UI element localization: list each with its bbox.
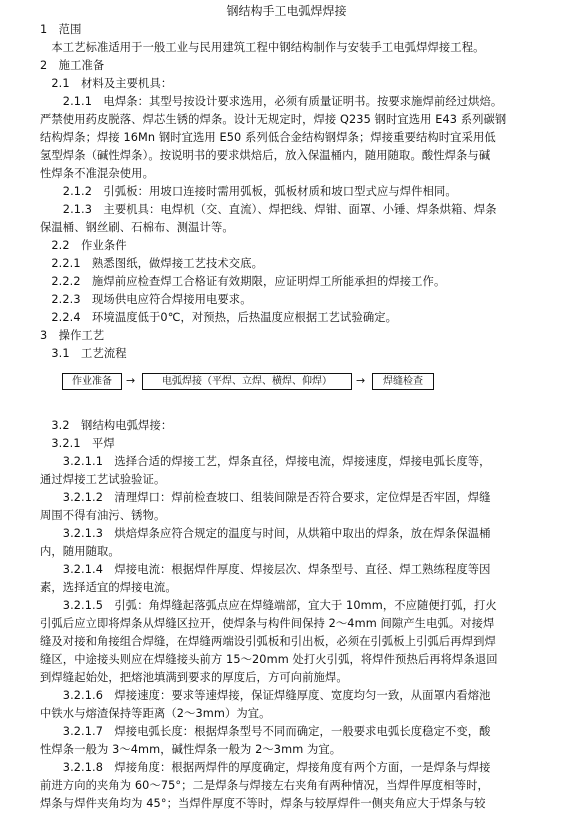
text-line: 性焊条不准混杂使用。 [40, 167, 154, 180]
text-line: 2.1.3 主要机具：电焊机（交、直流）、焊把线、焊钳、面罩、小锤、焊条烘箱、焊条 [40, 203, 497, 216]
text-line: 2.2 作业条件 [40, 239, 127, 252]
text-line: 3.2.1.8 焊接角度：根据两焊件的厚度确定，焊接角度有两个方面，一是焊条与焊接 [40, 761, 491, 774]
text-line: 2.2.4 环境温度低于0℃，对预热，后热温度应根据工艺试验确定。 [40, 311, 398, 324]
text-line: 严禁使用药皮脱落、焊芯生锈的焊条。设计无规定时，焊接 Q235 钢时宜选用 E43 系列碳钢 [40, 113, 507, 126]
text-line: 2.2.3 现场供电应符合焊接用电要求。 [40, 293, 252, 306]
text-line: 中铁水与熔渣保持等距离（2～3mm）为宜。 [40, 707, 271, 720]
text-line: 结构焊条；焊接 16Mn 钢时宜选用 E50 系列低合金结构钢焊条；焊接重要结构时宜采用低 [40, 131, 496, 144]
text-line: 到焊缝起始处，把熔池填满到要求的厚度后，方可向前施焊。 [40, 671, 348, 684]
flow-arrow-2: → [356, 374, 366, 387]
text-line: 通过焊接工艺试验验证。 [40, 473, 166, 486]
text-line: 性焊条一般为 3～4mm，碱性焊条一般为 2～3mm 为宜。 [40, 743, 342, 756]
text-line: 氢型焊条（碱性焊条）。按说明书的要求烘焙后，放入保温桶内，随用随取。酸性焊条与碱 [40, 149, 491, 162]
text-line: 3.2.1.1 选择合适的焊接工艺，焊条直径，焊接电流，焊接速度，焊接电弧长度等， [40, 455, 491, 468]
text-line: 缝区，中途接头则应在焊缝接头前方 15～20mm 处打火引弧，将焊件预热后再将焊条退回 [40, 653, 498, 666]
text-line: 3.2.1.7 焊接电弧长度：根据焊条型号不同而确定，一般要求电弧长度稳定不变，酸 [40, 725, 491, 738]
text-line: 3.2.1.6 焊接速度：要求等速焊接，保证焊缝厚度、宽度均匀一致，从面罩内看熔池 [40, 689, 491, 702]
text-line: 1 范围 [40, 23, 82, 36]
text-line: 2.2.2 施焊前应检查焊工合格证有效期限，应证明焊工所能承担的焊接工作。 [40, 275, 446, 288]
flow-step-welding: 电弧焊接（平焊、立焊、横焊、仰焊） [142, 373, 352, 390]
text-line: 缝及对接和角接组合焊缝，在焊缝两端设引弧板和引出板，必须在引弧板上引弧后再焊到焊 [40, 635, 496, 648]
document-title: 钢结构手工电弧焊焊接 [226, 4, 347, 18]
text-line: 3.2.1.5 引弧：角焊缝起落弧点应在焊缝端部，宜大于 10mm，不应随便打弧，打火 [40, 599, 497, 612]
text-line: 2.1.2 引弧板：用坡口连接时需用弧板，弧板材质和坡口型式应与焊件相同。 [40, 185, 457, 198]
text-line: 前进方向的夹角为 60～75°；二是焊条与焊接左右夹角有两种情况，当焊件厚度相等时， [40, 779, 489, 792]
text-line: 3.2.1.2 清理焊口：焊前检查坡口、组装间隙是否符合要求，定位焊是否牢固，焊缝 [40, 491, 491, 504]
text-line: 2.1.1 电焊条：其型号按设计要求选用，必须有质量证明书。按要求施焊前经过烘焙。 [40, 95, 503, 108]
text-line: 内，随用随取。 [40, 545, 120, 558]
text-line: 保温桶、钢丝刷、石棉布、测温计等。 [40, 221, 234, 234]
text-line: 焊条与焊件夹角均为 45°；当焊件厚度不等时，焊条与较厚焊件一侧夹角应大于焊条与较 [40, 797, 486, 810]
text-line: 引弧后应立即将焊条从焊缝区拉开，使焊条与构件间保持 2～4mm 间隙产生电弧。对接焊 [40, 617, 495, 630]
text-line: 周围不得有油污、锈物。 [40, 509, 166, 522]
text-line: 2.1 材料及主要机具： [40, 77, 173, 90]
text-line: 3.1 工艺流程 [40, 347, 127, 360]
flow-step-inspection: 焊缝检查 [372, 373, 434, 390]
process-flow-diagram [62, 373, 542, 391]
text-line: 素，选择适宜的焊接电流。 [40, 581, 177, 594]
text-line: 3.2 钢结构电弧焊接： [40, 419, 173, 432]
text-line: 2.2.1 熟悉图纸，做焊接工艺技术交底。 [40, 257, 263, 270]
text-line: 3.2.1.3 烘焙焊条应符合规定的温度与时间，从烘箱中取出的焊条，放在焊条保温桶 [40, 527, 491, 540]
text-line: 2 施工准备 [40, 59, 105, 72]
flow-step-preparation: 作业准备 [62, 373, 122, 390]
text-line: 本工艺标准适用于一般工业与民用建筑工程中钢结构制作与安装手工电弧焊焊接工程。 [40, 41, 485, 54]
flow-arrow-1: → [126, 374, 136, 387]
text-line: 3.2.1 平焊 [40, 437, 115, 450]
text-line: 3.2.1.4 焊接电流：根据焊件厚度、焊接层次、焊条型号、直径、焊工熟练程度等因 [40, 563, 491, 576]
text-line: 3 操作工艺 [40, 329, 105, 342]
